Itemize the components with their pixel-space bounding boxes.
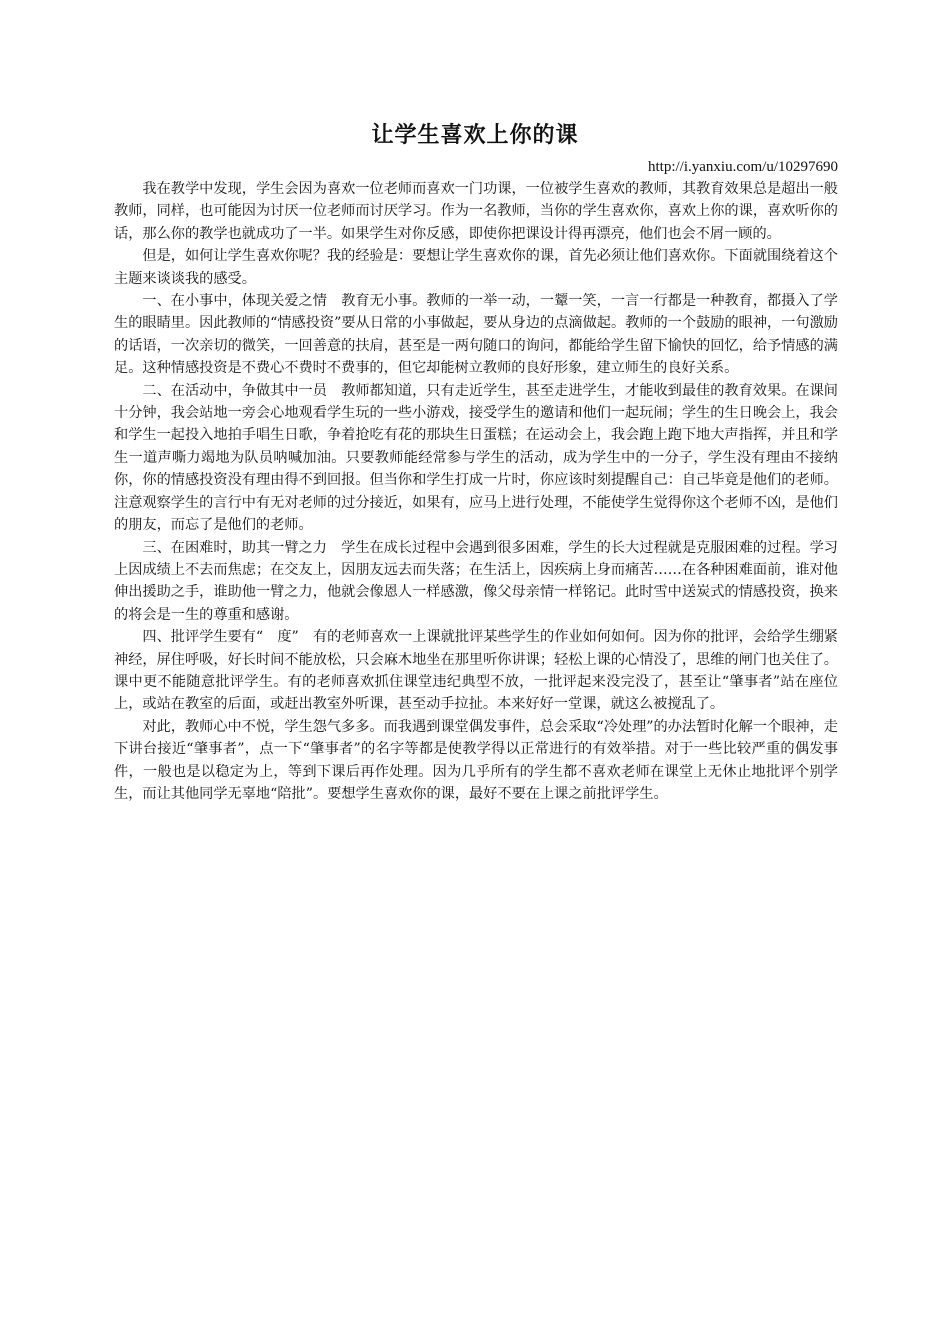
paragraph: 四、批评学生要有“ 度” 有的老师喜欢一上课就批评某些学生的作业如何如何。因为你的批评，会给学生绷紧神经，屏住呼吸，好长时间不能放松，只会麻木地坐在那里听你讲课；轻松上课的心情没了，思维的闸门也关住了。课中更不能随意批评学生。有的老师喜欢抓住课堂违纪典型不放，一批评起来没完没了，甚至让“肇事者”站在座位上，或站在教室的后面，或赶出教室外听课，甚至动手拉扯。本来好好一堂课，就这么被搅乱了。 <box>114 629 838 713</box>
source-url: http://i.yanxiu.com/u/10297690 <box>648 159 838 175</box>
article-body <box>114 178 838 805</box>
page-title: 让学生喜欢上你的课 <box>371 122 579 148</box>
paragraph: 三、在困难时，助其一臂之力 学生在成长过程中会遇到很多困难，学生的长大过程就是克服困难的过程。学习上因成绩上不去而焦虑；在交友上，因朋友远去而失落；在生活上，因疾病上身而痛苦……在各种困难面前，谁对他伸出援助之手，谁助他一臂之力，他就会像恩人一样感激，像父母亲情一样铭记。此时雪中送炭式的情感投资，换来的将会是一生的尊重和感谢。 <box>114 539 838 623</box>
paragraph: 但是，如何让学生喜欢你呢？我的经验是：要想让学生喜欢你的课，首先必须让他们喜欢你。下面就围绕着这个主题来谈谈我的感受。 <box>114 248 838 287</box>
paragraph: 对此，教师心中不悦，学生怨气多多。而我遇到课堂偶发事件，总会采取“冷处理”的办法暂时化解一个眼神，走下讲台接近“肇事者”，点一下“肇事者”的名字等都是使教学得以正常进行的有效举措。对于一些比较严重的偶发事件，一般也是以稳定为上，等到下课后再作处理。因为几乎所有的学生都不喜欢老师在课堂上无休止地批评个别学生，而让其他同学无辜地“陪批”。要想学生喜欢你的课，最好不要在上课之前批评学生。 <box>114 718 838 802</box>
paragraph: 二、在活动中，争做其中一员 教师都知道，只有走近学生，甚至走进学生，才能收到最佳的教育效果。在课间十分钟，我会站地一旁会心地观看学生玩的一些小游戏，接受学生的邀请和他们一起玩闹；学生的生日晚会上，我会和学生一起投入地拍手唱生日歌，争着抢吃有花的那块生日蛋糕；在运动会上，我会跑上跑下地大声指挥，并且和学生一道声嘶力竭地为队员呐喊加油。只要教师能经常参与学生的活动，成为学生中的一分子，学生没有理由不接纳你，你的情感投资没有理由得不到回报。但当你和学生打成一片时，你应该时刻提醒自己：自己毕竟是他们的老师。注意观察学生的言行中有无对老师的过分接近，如果有，应马上进行处理，不能使学生觉得你这个老师不凶，是他们的朋友，而忘了是他们的老师。 <box>114 382 838 534</box>
paragraph: 我在教学中发现，学生会因为喜欢一位老师而喜欢一门功课，一位被学生喜欢的教师，其教育效果总是超出一般教师，同样，也可能因为讨厌一位老师而讨厌学习。作为一名教师，当你的学生喜欢你，喜欢上你的课，喜欢听你的话，那么你的教学也就成功了一半。如果学生对你反感，即使你把课设计得再漂亮，他们也会不屑一顾的。 <box>114 181 838 242</box>
paragraph: 一、在小事中，体现关爱之情 教育无小事。教师的一举一动，一颦一笑，一言一行都是一种教育，都摄入了学生的眼睛里。因此教师的“情感投资”要从日常的小事做起，要从身边的点滴做起。教师的一个鼓励的眼神，一句激励的话语，一次亲切的微笑，一回善意的扶肩，甚至是一两句随口的询问，都能给学生留下愉快的回忆，给予情感的满足。这种情感投资是不费心不费时不费事的，但它却能树立教师的良好形象，建立师生的良好关系。 <box>114 293 838 377</box>
